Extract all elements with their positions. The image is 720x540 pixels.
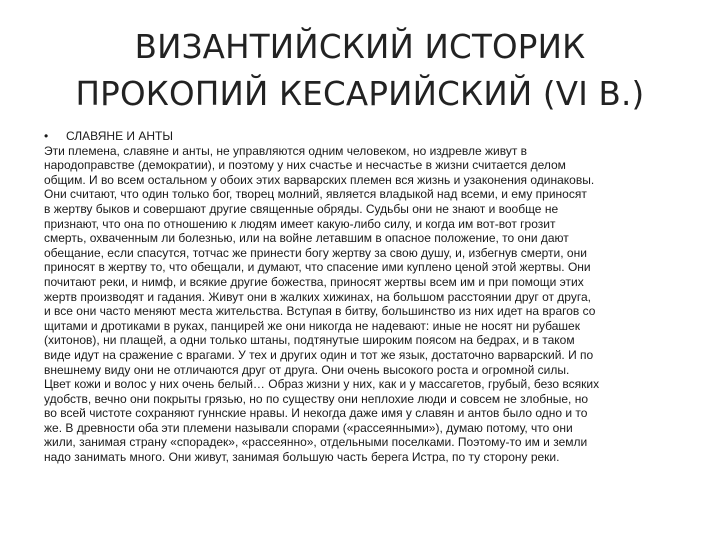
body-line: и все они часто меняют места жительства. Вступая в битву, большинство из них идет на врагов со [44, 304, 596, 319]
title-line: ПРОКОПИЙ КЕСАРИЙСКИЙ (VI В.) [75, 75, 645, 113]
slide-title [20, 24, 700, 118]
bullet-marker: • [44, 129, 49, 143]
title-line: ВИЗАНТИЙСКИЙ ИСТОРИК [134, 28, 586, 66]
bullet-item [44, 129, 678, 144]
body-line: Эти племена, славяне и анты, не управляются одним человеком, но издревле живут в [44, 143, 528, 158]
body-line: (хитонов), ни плащей, а одни только штаны, подтянутые широким поясом на бедрах, и в таком [44, 333, 575, 348]
body-line: Цвет кожи и волос у них очень белый… Образ жизни у них, как и у массагетов, грубый, безо всяких [44, 377, 600, 392]
bullet-heading: СЛАВЯНЕ И АНТЫ [66, 129, 174, 143]
body-line: Они считают, что один только бог, творец молний, является владыкой над всеми, и ему приносят [44, 187, 587, 202]
body-line: жертв производят и гадания. Живут они в жалких хижинах, на большом расстоянии друг от друга, [44, 289, 591, 304]
body-line: надо занимать много. Они живут, занимая большую часть берега Истра, по ту сторону реки. [44, 450, 560, 465]
body-line: виде идут на сражение с врагами. У тех и других один и тот же язык, достаточно варварский. И по [44, 347, 594, 362]
body-paragraph [44, 144, 678, 465]
body-line: удобств, вечно они покрыты грязью, но по существу они неплохие люди и совсем не злобные, но [44, 391, 589, 406]
body-line: обещание, если спасутся, тотчас же принести богу жертву за свою душу, и, избегнув смерти, они [44, 245, 587, 260]
body-line: внешнему виду они не отличаются друг от друга. Они очень высокого роста и огромной силы. [44, 362, 570, 377]
body-line: приносят в жертву то, что обещали, и думают, что спасение ими куплено ценой этой жертвы. Они [44, 260, 591, 275]
body-line: смерть, охваченным ли болезнью, или на войне летавшим в опасное положение, то они дают [44, 231, 569, 246]
body-line: в жертву быков и совершают другие священные обряды. Судьбы они не знают и вообще не [44, 201, 559, 216]
body-line: признают, что она по отношению к людям имеет какую-либо силу, и когда им вот-вот грозит [44, 216, 556, 231]
body-line: почитают реки, и нимф, и всякие другие божества, приносят жертвы всем им и при помощи этих [44, 274, 584, 289]
body-line: во всей чистоте сохраняют гуннские нравы. И некогда даже имя у славян и антов было одно и то [44, 406, 588, 421]
slide-content [44, 129, 678, 465]
body-line: же. В древности оба эти племени называли спорами («рассеянными»), думаю потому, что они [44, 420, 573, 435]
body-line: жили, занимая страну «спорадек», «рассеянно», отдельными поселками. Поэтому-то им и земли [44, 435, 588, 450]
body-line: народоправстве (демократии), и поэтому у них счастье и несчастье в жизни считается делом [44, 158, 566, 173]
body-line: щитами и дротиками в руках, панцирей же они никогда не надевают: иные не носят ни рубашек [44, 318, 580, 333]
body-line: общим. И во всем остальном у обоих этих варварских племен вся жизнь и узаконения одинаковы. [44, 172, 595, 187]
